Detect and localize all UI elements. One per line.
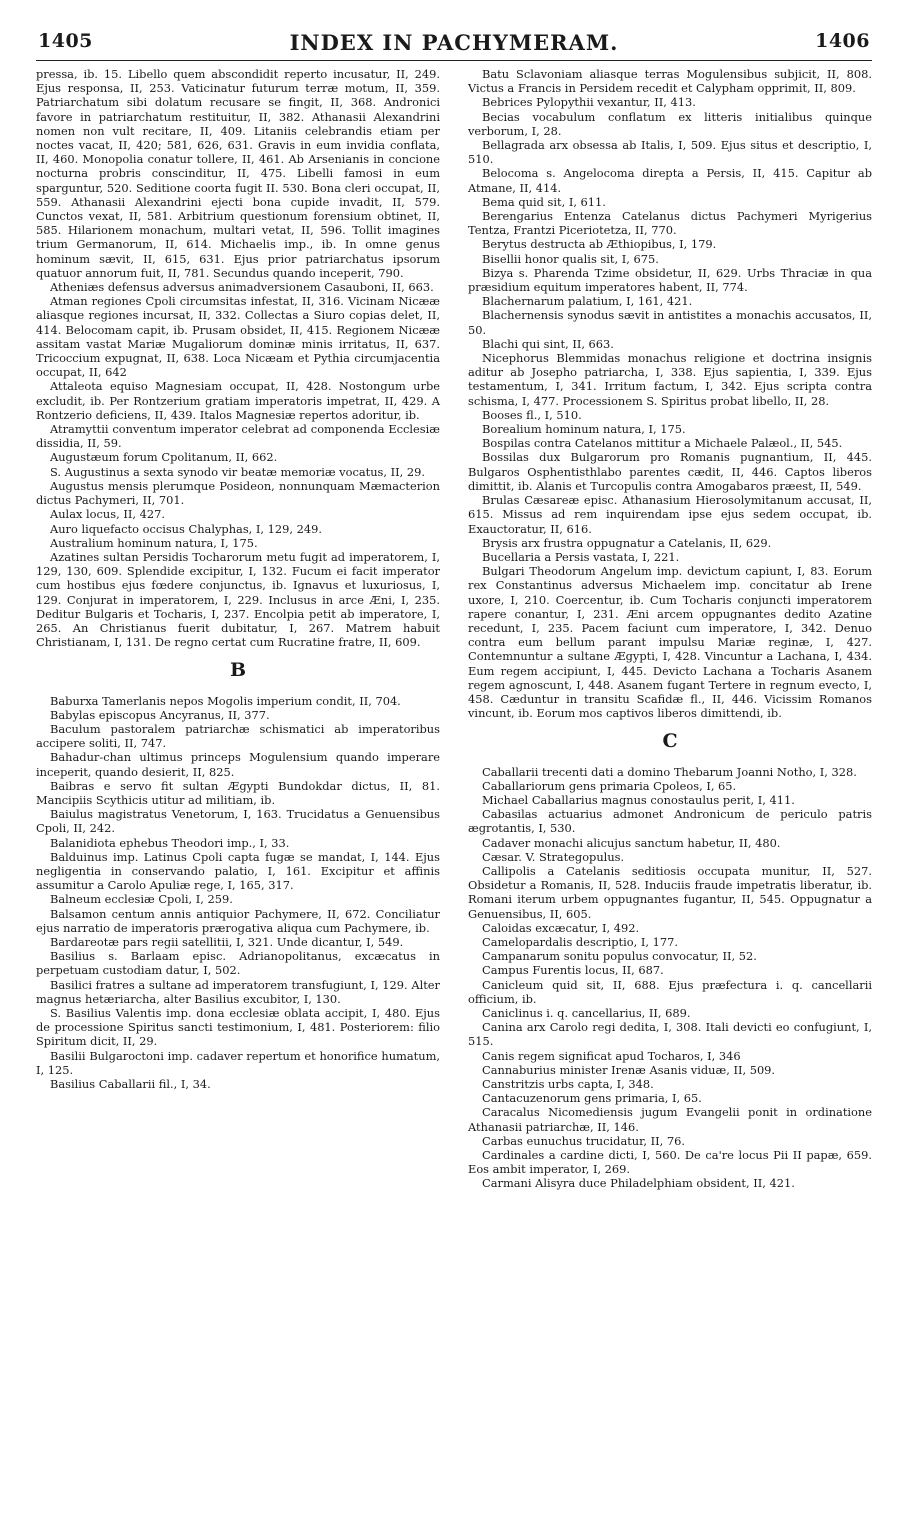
- page-number-left: 1405: [38, 30, 93, 52]
- index-entry: Baibras e servo fit sultan Ægypti Bundokdar dictus, II, 81. Mancipiis Scythicis utitur ad militiam, ib.: [36, 778, 440, 807]
- index-columns: [36, 67, 872, 1191]
- index-entry: Baculum pastoralem patriarchæ schismatici ab imperatoribus accipere soliti, II, 747.: [36, 721, 440, 751]
- index-entry: Bisellii honor qualis sit, I, 675.: [482, 251, 659, 266]
- index-entry: Berytus destructa ab Æthiopibus, I, 179.: [482, 237, 717, 252]
- index-entry: Basilius Caballarii fil., I, 34.: [50, 1077, 211, 1092]
- index-entry: Balanidiota ephebus Theodori imp., I, 33.: [50, 835, 290, 850]
- index-entry: Bulgari Theodorum Angelum imp. devictum capiunt, I, 83. Eorum rex Constantinus adversus Michaelem imp. concitatur ab Irene uxore, I, 210. Coercentur, ib. Cum Tocharis conjuncti imperatorem rapere conantur, I, 231. Æni arcem oppugnantes dedito Azatine recedunt, I, 235. Pacem faciunt cum imperatore, I, 342. Denuo contra eum bellum parant impulsu Mariæ reginæ, I, 427. Contemnuntur a sultane Ægypti, I, 428. Vincuntur a Lachana, I, 434. Eum regem accipiunt, I, 445. Devicto Lachana a Tocharis Asanem regem agnoscunt, I, 448. Asanem fugant Tertere in regnum evecto, I, 458. Cæduntur in transitu Scafidæ fl., II, 446. Vicissim Romanos vincunt, ib. Eorum mos captivos liberos dimittendi, ib.: [468, 564, 872, 721]
- header-rule: [36, 60, 872, 61]
- index-entry: Canicleum quid sit, II, 688. Ejus præfectura i. q. cancellarii officium, ib.: [468, 977, 872, 1006]
- index-entry: Berengarius Entenza Catelanus dictus Pachymeri Myrigerius Tentza, Frantzi Piceriotetza, II, 770.: [468, 209, 872, 238]
- index-entry: Caniclinus i. q. cancellarius, II, 689.: [482, 1006, 691, 1020]
- page-header: [36, 30, 872, 56]
- index-entry: Caballarii trecenti dati a domino Thebarum Joanni Notho, I, 328.: [482, 764, 857, 779]
- index-entry: Campanarum sonitu populus convocatur, II, 52.: [482, 949, 757, 964]
- index-entry: Atramyttii conventum imperator celebrat ad componenda Ecclesiæ dissidia, II, 59.: [36, 422, 440, 451]
- index-entry: Belocoma s. Angelocoma direpta a Persis, II, 415. Capitur ab Atmane, II, 414.: [468, 166, 872, 195]
- index-entry: Cardinales a cardine dicti, I, 560. De ca're locus Pii II papæ, 659. Eos ambit imperator, I, 269.: [468, 1148, 872, 1177]
- index-entry: Brysis arx frustra oppugnatur a Catelanis, II, 629.: [482, 535, 772, 550]
- index-entry: Augustus mensis plerumque Posideon, nonnunquam Mæmacterion dictus Pachymeri, II, 701.: [36, 478, 440, 508]
- index-entry: Cannaburius minister Irenæ Asanis viduæ, II, 509.: [482, 1062, 776, 1077]
- index-entry: Cæsar. V. Strategopulus.: [482, 849, 625, 864]
- index-entry: Baiulus magistratus Venetorum, I, 163. Trucidatus a Genuensibus Cpoli, II, 242.: [36, 807, 440, 836]
- index-entry: Balduinus imp. Latinus Cpoli capta fugæ se mandat, I, 144. Ejus negligentia in conservando palatio, I, 161. Excipitur et affinis assumitur a Carolo Apuliæ rege, I, 165, 317.: [36, 849, 440, 893]
- index-entry: Brulas Cæsareæ episc. Athanasium Hierosolymitanum accusat, II, 615. Missus ad rem inquirendam ipse ejus sedem occupat, ib. Exauctoratur, II, 616.: [468, 493, 872, 536]
- index-entry: Batu Sclavoniam aliasque terras Mogulensibus subjicit, II, 808. Victus a Francis in Persidem recedit et Calypham opprimit, II, 809.: [468, 67, 872, 96]
- index-entry: Balsamon centum annis antiquior Pachymere, II, 672. Conciliatur ejus narratio de imperatoris prærogativa aliqua cum Pachymere, ib.: [36, 906, 440, 935]
- index-entry: Cantacuzenorum gens primaria, I, 65.: [482, 1091, 702, 1106]
- index-entry: Caracalus Nicomediensis jugum Evangelii ponit in ordinatione Athanasii patriarchæ, II, 146.: [468, 1105, 872, 1134]
- index-entry: Caballariorum gens primaria Cpoleos, I, 65.: [482, 778, 737, 793]
- index-entry: Bebrices Pylopythii vexantur, II, 413.: [482, 95, 696, 110]
- left-column: [36, 67, 440, 1191]
- index-entry: Canstritzis urbs capta, I, 348.: [482, 1077, 654, 1092]
- index-entry: Attaleota equiso Magnesiam occupat, II, 428. Nostongum urbe excludit, ib. Per Rontzerium gratiam imperatoris impetrat, II, 429. A Rontzerio deficiens, II, 439. Italos Magnesiæ repertos adoritur, ib.: [36, 379, 440, 422]
- index-entry: Cadaver monachi alicujus sanctum habetur, II, 480.: [482, 835, 781, 850]
- index-entry: Bema quid sit, I, 611.: [482, 194, 606, 209]
- index-entry: Balneum ecclesiæ Cpoli, I, 259.: [50, 892, 233, 907]
- index-entry: Bellagrada arx obsessa ab Italis, I, 509. Ejus situs et descriptio, I, 510.: [468, 138, 872, 167]
- index-entry: Borealium hominum natura, I, 175.: [482, 422, 686, 437]
- index-entry: Basilii Bulgaroctoni imp. cadaver repertum et honorifice humatum, I, 125.: [36, 1048, 440, 1077]
- right-column: [468, 67, 872, 1191]
- index-entry: Bucellaria a Persis vastata, I, 221.: [482, 549, 680, 564]
- index-entry: Becias vocabulum conflatum ex litteris initialibus quinque verborum, I, 28.: [468, 109, 872, 138]
- index-entry: Atman regiones Cpoli circumsitas infestat, II, 316. Vicinam Nicææ aliasque regiones incursat, II, 332. Collectas a Siuro copias delet, II, 414. Belocomam capit, ib. Prusam obsidet, II, 415. Regionem Nicææ assitam vastat Mariæ Mugaliorum dominæ minis irritatus, II, 637. Tricoccium expugnat, II, 638. Loca Nicæam et Pythia circumjacentia occupat, II, 642: [36, 294, 440, 380]
- index-entry: Canina arx Carolo regi dedita, I, 308. Itali devicti eo confugiunt, I, 515.: [468, 1020, 872, 1049]
- index-entry: Booses fl., I, 510.: [482, 407, 582, 422]
- section-letter-b: B: [229, 659, 247, 682]
- index-entry: Bahadur-chan ultimus princeps Mogulensium quando imperare inceperit, quando desierit, II, 825.: [36, 750, 440, 779]
- index-entry: Callipolis a Catelanis seditiosis occupata munitur, II, 527. Obsidetur a Romanis, II, 528. Induciis fraude impetratis liberatur, ib. Romani iterum urbem oppugnantes fugantur, II, 545. Oppugnatur a Genuensibus, II, 605.: [468, 863, 872, 921]
- section-letter-c: C: [662, 730, 678, 753]
- index-page: [36, 30, 872, 1510]
- index-entry: Caloidas excæcatur, I, 492.: [482, 920, 640, 935]
- index-entry: Augustæum forum Cpolitanum, II, 662.: [50, 450, 278, 465]
- index-entry: Azatines sultan Persidis Tocharorum metu fugit ad imperatorem, I, 129, 130, 609. Splendide excipitur, I, 132. Fucum ei facit imperator cum hostibus ejus fœdere conjunctus, ib. Ignavus et luxuriosus, I, 129. Conjurat in imperatorem, I, 229. Inclusus in arce Æni, I, 235. Deditur Bulgaris et Tocharis, I, 237. Encolpia petit ab imperatore, I, 265. An Christianus fuerit dubitatur, I, 267. Matrem habuit Christianam, I, 131. De regno certat cum Rucratine fratre, II, 609.: [36, 549, 440, 650]
- index-entry: Campus Furentis locus, II, 687.: [482, 963, 664, 978]
- index-entry: Basilius s. Barlaam episc. Adrianopolitanus, excæcatus in perpetuam custodiam datur, I, 502.: [36, 949, 440, 978]
- page-number-right: 1406: [815, 30, 870, 52]
- index-entry: Atheniæs defensus adversus animadversionem Casauboni, II, 663.: [50, 280, 434, 295]
- index-entry: Canis regem significat apud Tocharos, I, 346: [482, 1048, 741, 1063]
- index-entry: S. Basilius Valentis imp. dona ecclesiæ oblata accipit, I, 480. Ejus de processione Spiritus sancti testimonium, I, 481. Posteriorem: filio Spiritum dicit, II, 29.: [36, 1006, 440, 1049]
- index-entry: Blachernensis synodus sævit in antistites a monachis accusatos, II, 50.: [468, 308, 872, 337]
- index-entry: Babylas episcopus Ancyranus, II, 377.: [50, 707, 270, 722]
- index-entry: Basilici fratres a sultane ad imperatorem transfugiunt, I, 129. Alter magnus hetæriarcha, alter Basilius excubitor, I, 130.: [36, 977, 440, 1006]
- index-entry: Michael Caballarius magnus conostaulus perit, I, 411.: [482, 792, 795, 807]
- index-entry: Baburxa Tamerlanis nepos Mogolis imperium condit, II, 704.: [50, 693, 401, 708]
- index-entry: Cabasilas actuarius admonet Andronicum de periculo patris ægrotantis, I, 530.: [468, 807, 872, 836]
- index-entry: Blachi qui sint, II, 663.: [482, 336, 614, 351]
- index-entry: Bospilas contra Catelanos mittitur a Michaele Palæol., II, 545.: [482, 436, 843, 451]
- index-entry: Australium hominum natura, I, 175.: [50, 535, 258, 550]
- index-entry: Carmani Alisyra duce Philadelphiam obsident, II, 421.: [482, 1176, 795, 1191]
- index-entry: Bizya s. Pharenda Tzime obsidetur, II, 629. Urbs Thraciæ in qua præsidium equitum imperatores habent, II, 774.: [468, 265, 872, 295]
- index-entry: Carbas eunuchus trucidatur, II, 76.: [482, 1133, 685, 1148]
- index-entry: Bardareotæ pars regii satellitii, I, 321. Unde dicantur, I, 549.: [50, 934, 404, 949]
- index-entry: S. Augustinus a sexta synodo vir beatæ memoriæ vocatus, II, 29.: [50, 464, 425, 479]
- index-entry: Auro liquefacto occisus Chalyphas, I, 129, 249.: [50, 521, 323, 536]
- index-entry: Camelopardalis descriptio, I, 177.: [482, 934, 678, 949]
- index-entry: pressa, ib. 15. Libello quem abscondidit reperto incusatur, II, 249. Ejus responsa, II, 253. Vaticinatur futurum terræ motum, II, 359. Patriarchatum sibi dolatum recusare se fingit, II, 368. Andronici favore in patriarchatum restituitur, II, 382. Athanasii Alexandrini nomen non vult recitare, II, 409. Litaniis celebrandis etiam per noctes vacat, II, 420; 581, 626, 631. Gravis in eum invidia conflata, II, 460. Monopolia conatur tollere, II, 461. Ab Arsenianis in concione nocturna probris conscinditur, II, 475. Libelli famosi in eum sparguntur, 520. Seditione coorta fugit II. 530. Bona cleri occupat, II, 559. Athanasii Alexandrini ejecti bona cupide invadit, II, 579. Cunctos vexat, II, 581. Arbitrium questionum forensium obtinet, II, 585. Hilarionem monachum, multari vetat, II, 596. Tollit imagines trium Germanorum, II, 614. Michaelis imp., ib. In omne genus hominum sævit, II, 615, 631. Ejus prior patriarchatus ipsorum quatuor annorum fuit, II, 781. Secundus quando inceperit, 790.: [36, 67, 440, 280]
- index-entry: Aulax locus, II, 427.: [50, 507, 165, 522]
- index-entry: Blachernarum palatium, I, 161, 421.: [482, 294, 693, 309]
- page-title: INDEX IN PACHYMERAM.: [289, 30, 619, 55]
- index-entry: Bossilas dux Bulgarorum pro Romanis pugnantium, II, 445. Bulgaros Osphentisthlabo parentes cædit, II, 446. Captos liberos dimittit, ib. Alanis et Turcopulis contra Amogabaros præest, II, 549.: [468, 450, 872, 493]
- index-entry: Nicephorus Blemmidas monachus religione et doctrina insignis aditur ab Josepho patriarcha, I, 338. Ejus sapientia, I, 339. Ejus testamentum, I, 341. Irritum factum, I, 342. Ejus scripta contra schisma, I, 477. Processionem S. Spiritus probat libello, II, 28.: [468, 351, 872, 408]
